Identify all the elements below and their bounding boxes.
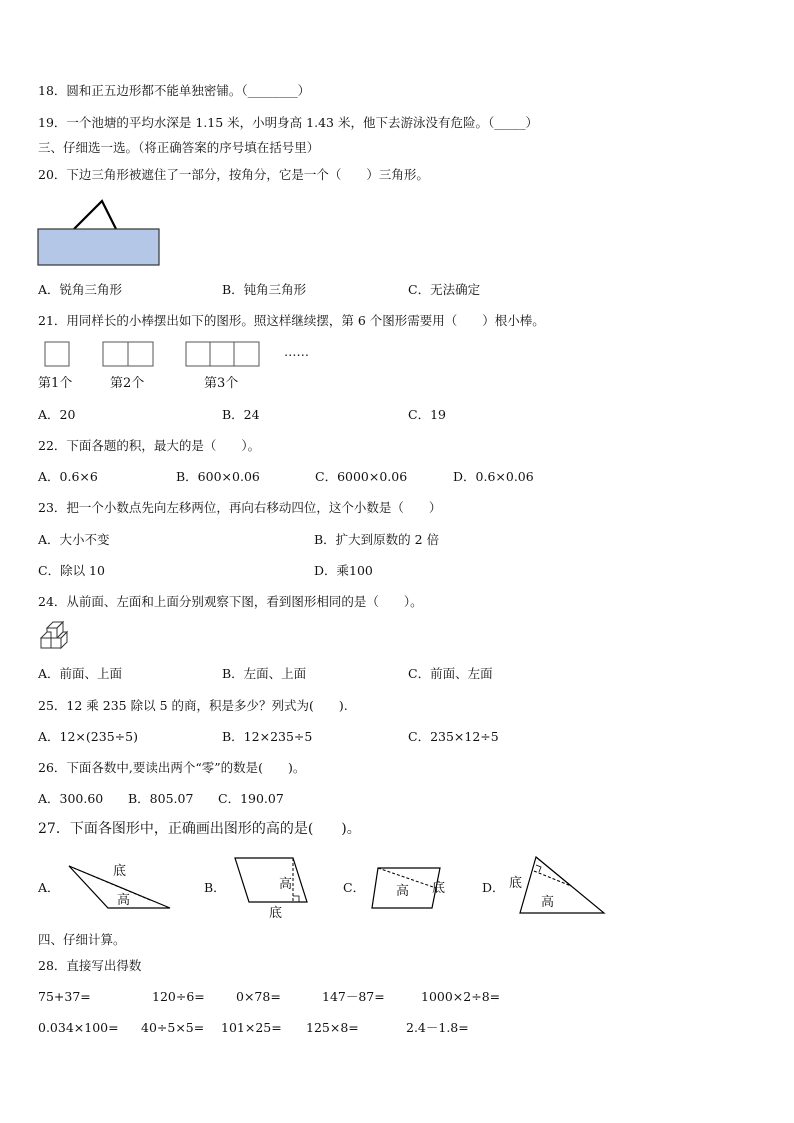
figure-d-triangle bbox=[516, 855, 608, 915]
calc-1-5: 1000×2÷8= bbox=[421, 989, 501, 1004]
q25-option-b: B．12×235÷5 bbox=[222, 729, 313, 744]
figure-b-base-label: 底 bbox=[269, 906, 283, 921]
q27-option-b: B． bbox=[204, 880, 226, 895]
calc-1-4: 147－87= bbox=[322, 989, 385, 1004]
q20-option-c: C．无法确定 bbox=[408, 282, 481, 297]
q26-option-b: B．805.07 bbox=[128, 791, 194, 806]
q21-option-a: A．20 bbox=[38, 407, 76, 422]
figure-d-height-label: 高 bbox=[541, 895, 555, 910]
q20-option-a: A．锐角三角形 bbox=[38, 282, 123, 297]
q24-option-a: A．前面、上面 bbox=[38, 666, 123, 681]
figure-c-base-label: 底 bbox=[432, 881, 446, 896]
question-20-stem: 20．下边三角形被遮住了一部分，按角分，它是一个（ ）三角形。 bbox=[38, 167, 429, 182]
question-24-stem: 24．从前面、左面和上面分别观察下图，看到图形相同的是（ ）。 bbox=[38, 594, 423, 609]
figure-1-squares bbox=[45, 342, 69, 366]
calc-2-4: 125×8= bbox=[306, 1020, 359, 1035]
figure-a-base-label: 底 bbox=[113, 864, 127, 879]
q22-option-a: A．0.6×6 bbox=[38, 469, 98, 484]
figure-a-height-label: 高 bbox=[117, 893, 131, 908]
covered-triangle-figure bbox=[36, 196, 162, 268]
question-18: 18．圆和正五边形都不能单独密铺。（________） bbox=[38, 83, 311, 98]
q21-option-c: C．19 bbox=[408, 407, 446, 422]
figure-c-height-label: 高 bbox=[396, 884, 410, 899]
triangle-top-part bbox=[74, 201, 116, 229]
question-19: 19．一个池塘的平均水深是 1.15 米，小明身高 1.43 米，他下去游泳没有危险。（_____） bbox=[38, 115, 538, 130]
q20-option-b: B．钝角三角形 bbox=[222, 282, 307, 297]
q23-option-c: C．除以 10 bbox=[38, 563, 105, 578]
question-23-stem: 23．把一个小数点先向左移两位，再向右移动四位，这个小数是（ ） bbox=[38, 500, 442, 515]
section-3-heading: 三、仔细选一选。（将正确答案的序号填在括号里） bbox=[38, 140, 320, 155]
question-28-stem: 28．直接写出得数 bbox=[38, 958, 142, 973]
question-25-stem: 25．12 乘 235 除以 5 的商，积是多少？列式为( ). bbox=[38, 698, 348, 713]
q22-option-d: D．0.6×0.06 bbox=[453, 469, 534, 484]
figure-3-squares bbox=[186, 342, 259, 366]
q24-option-b: B．左面、上面 bbox=[222, 666, 307, 681]
question-26-stem: 26．下面各数中,要读出两个“零”的数是( )。 bbox=[38, 760, 306, 775]
cover-rectangle bbox=[38, 229, 159, 265]
figure-1-label: 第1个 bbox=[38, 376, 73, 391]
figure-b-parallelogram bbox=[233, 856, 313, 906]
figure-b-height-label: 高 bbox=[279, 877, 293, 892]
q25-option-c: C．235×12÷5 bbox=[408, 729, 499, 744]
q23-option-b: B．扩大到原数的 2 倍 bbox=[314, 532, 440, 547]
continuation-ellipsis: …… bbox=[284, 344, 309, 359]
figure-2-squares bbox=[103, 342, 153, 366]
question-21-stem: 21．用同样长的小棒摆出如下的图形。照这样继续摆，第 6 个图形需要用（ ）根小棒。 bbox=[38, 313, 545, 328]
q26-option-a: A．300.60 bbox=[38, 791, 104, 806]
q21-option-b: B．24 bbox=[222, 407, 260, 422]
q27-option-a: A． bbox=[38, 880, 60, 895]
q25-option-a: A．12×(235÷5) bbox=[38, 729, 138, 744]
section-4-heading: 四、仔细计算。 bbox=[38, 932, 126, 947]
cube-stack-figure bbox=[38, 618, 74, 652]
q26-option-c: C．190.07 bbox=[218, 791, 284, 806]
figure-2-label: 第2个 bbox=[110, 376, 145, 391]
calc-1-3: 0×78= bbox=[236, 989, 281, 1004]
q23-option-a: A．大小不变 bbox=[38, 532, 110, 547]
calc-1-2: 120÷6= bbox=[152, 989, 205, 1004]
question-27-stem: 27．下面各图形中，正确画出图形的高的是( )。 bbox=[38, 821, 361, 837]
stick-squares-figure bbox=[40, 340, 270, 370]
q22-option-c: C．6000×0.06 bbox=[315, 469, 408, 484]
q24-option-c: C．前面、左面 bbox=[408, 666, 493, 681]
q22-option-b: B．600×0.06 bbox=[176, 469, 260, 484]
figure-3-label: 第3个 bbox=[204, 376, 239, 391]
q27-option-d: D． bbox=[482, 880, 505, 895]
calc-1-1: 75+37= bbox=[38, 989, 91, 1004]
question-22-stem: 22．下面各题的积，最大的是（ ）。 bbox=[38, 438, 261, 453]
calc-2-3: 101×25= bbox=[221, 1020, 282, 1035]
figure-d-base-label: 底 bbox=[509, 876, 523, 891]
q23-option-d: D．乘100 bbox=[314, 563, 373, 578]
calc-2-1: 0.034×100= bbox=[38, 1020, 119, 1035]
q27-option-c: C． bbox=[343, 880, 366, 895]
calc-2-2: 40÷5×5= bbox=[141, 1020, 205, 1035]
calc-2-5: 2.4－1.8= bbox=[406, 1020, 469, 1035]
